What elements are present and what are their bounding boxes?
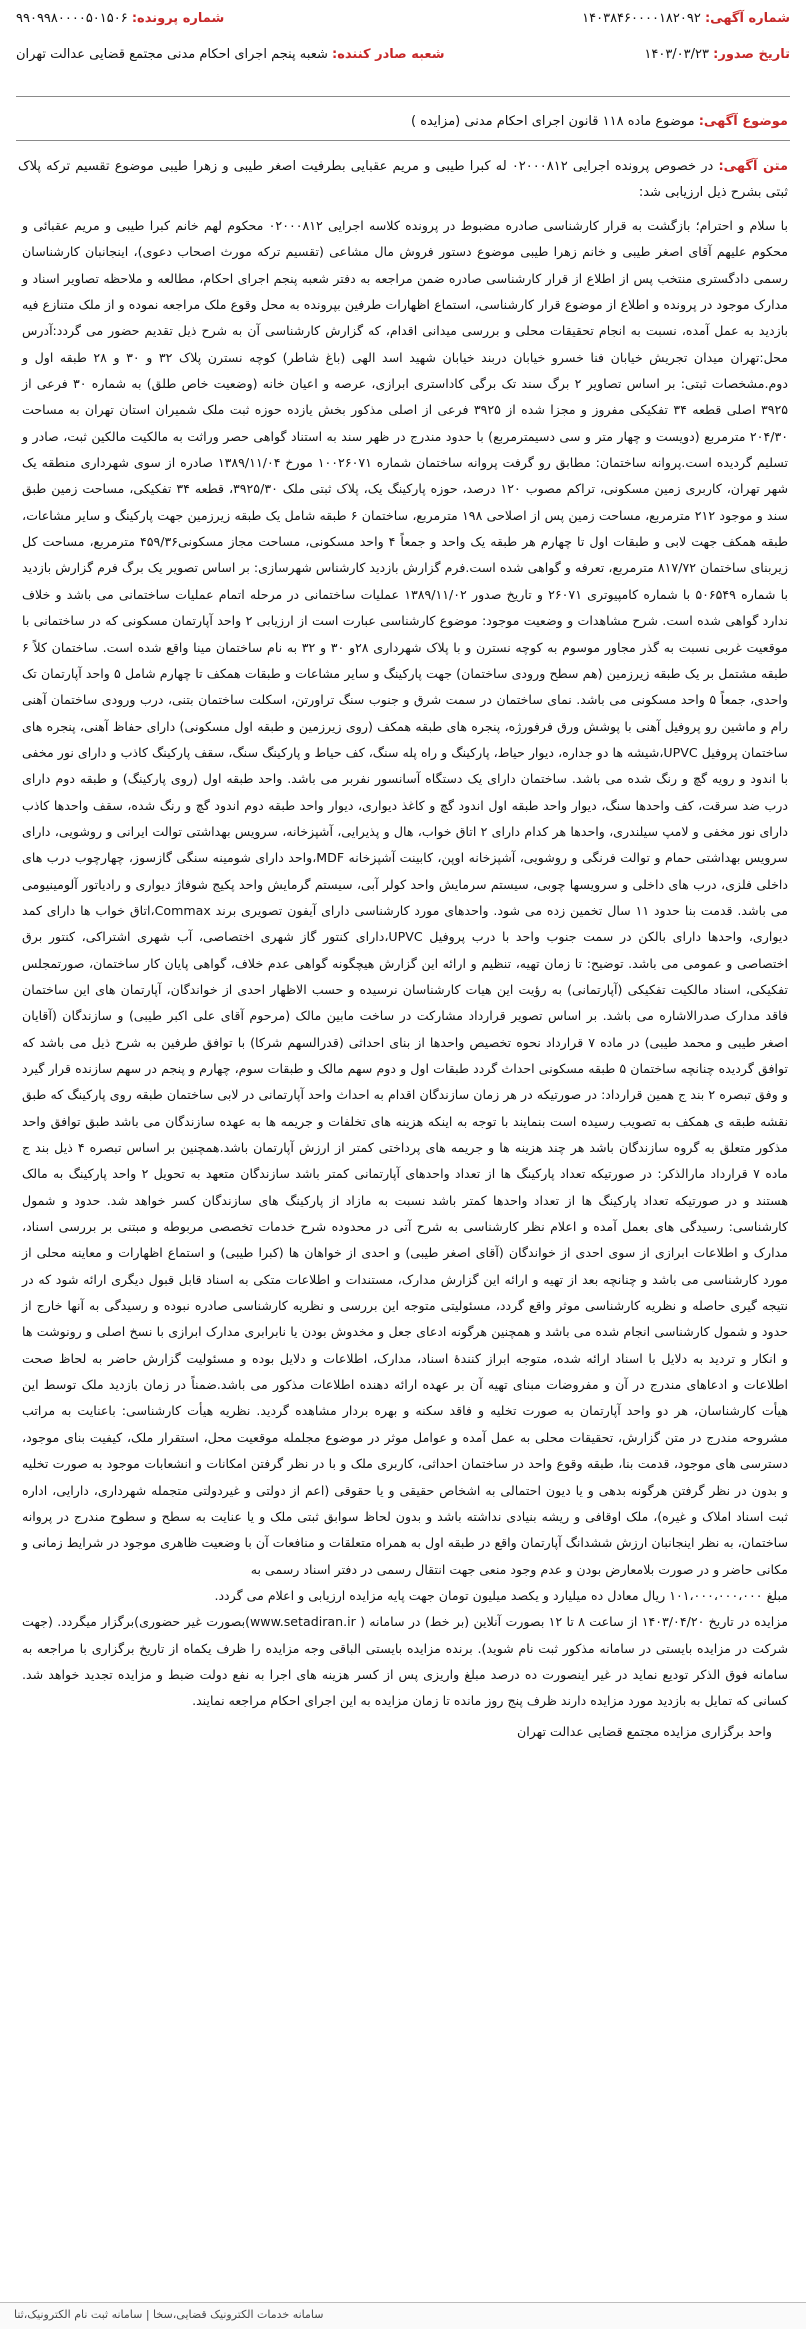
subject-divider: [16, 140, 790, 141]
report-paragraph: با سلام و احترام؛ بازگشت به قرار کارشناسی صادره مضبوط در پرونده کلاسه اجرایی ۰۲۰۰۰۸۱۲ محکوم لهم خانم کبرا طیبی و مریم عقبائی و محکوم علیهم آقای اصغر طیبی و خانم زهرا طیبی موضوع دستور فروش مال مشاعی (تقسیم ترکه مورث اصحاب دعوی)، اینجانبان کارشناسان رسمی دادگستری منتخب پس از اطلاع از قرار کارشناسی صادره ضمن مراجعه به دفتر شعبه پنجم اجرای احکام، مطالعه و ملاحظه تصاویر اسناد و مدارک موجود در پرونده و اطلاع از موضوع قرار کارشناسی، استماع اظهارات طرفین بپرونده به محل وقوع ملک مراجعه نموده و از ملک متنازع فیه بازدید به عمل آمده، نسبت به انجام تحقیقات محلی و بررسی میدانی اقدام، که گزارش کارشناسی آن به شرح ذیل تقدیم حضور می گردد:آدرس محل:تهران میدان تجریش خیابان فنا خسرو خیابان دربند خیابان شهید اسد الهی (باغ شاطر) کوچه نسترن پلاک ۳۲ و ۳۰ و ۲۸ طبقه اول و دوم.مشخصات ثبتی: بر اساس تصاویر ۲ برگ سند تک برگی کاداستری ابرازی، عرصه و اعیان خانه (وضعیت خاص طلق) به شماره ۳۰ فرعی از ۳۹۲۵ اصلی قطعه ۳۴ تفکیکی مفروز و مجزا شده از ۳۹۲۵ فرعی از اصلی مذکور بخش یازده حوزه ثبت ملک شمیران استان تهران به مساحت ۲۰۴/۳۰ مترمربع (دویست و چهار متر و سی دسیمترمربع) با حدود مندرج در ظهر سند به استناد گواهی حصر وراثت به مالکیت مالکین ثبت، صادر و تسلیم گردیده است.پروانه ساختمان: مطابق رو گرفت پروانه ساختمان شماره ۱۰۰۲۶۰۷۱ مورخ ۱۳۸۹/۱۱/۰۴ صادره از سوی شهرداری منطقه یک شهر تهران، کاربری زمین مسکونی، تراکم مصوب ۱۲۰ درصد، حوزه پارکینگ یک، پلاک ثبتی ملک ۳۹۲۵/۳۰، قطعه ۳۴ تفکیکی، مساحت زمین طبق سند و موجود ۲۱۲ مترمربع، مساحت زمین پس از اصلاحی ۱۹۸ مترمربع، ساختمان ۶ طبقه شامل یک طبقه زیرزمین جهت پارکینگ و سایر مشاعات، طبقه همکف جهت لابی و طبقات اول تا چهارم هر طبقه یک واحد و جمعاً ۴ واحد مسکونی، مساحت مجاز مسکونی۴۵۹/۳۶ مترمربع، مساحت کل زیربنای ساختمان ۸۱۷/۷۲ مترمربع، تعرفه و گواهی شده است.فرم گزارش بازدید کارشناس شهرسازی: بر اساس تصویر یک برگ فرم گزارش بازدید با شماره ۵۰۶۵۴۹ با شماره کامپیوتری ۲۶۰۷۱ و تاریخ صدور ۱۳۸۹/۱۱/۰۲ عملیات ساختمانی در مرحله اتمام عملیات ساختمانی می باشد و خلاف ندارد گواهی شده است. شرح مشاهدات و وضعیت موجود: موضوع کارشناسی عبارت است از ارزیابی ۲ واحد آپارتمان مسکونی که در ساختمانی با موقعیت غربی نسبت به گذر مجاور موسوم به کوچه نسترن و با پلاک شهرداری ۲۸و ۳۰ و ۳۲ به نام ساختمان مینا واقع شده است. ساختمان کلاً ۶ طبقه مشتمل بر یک طبقه زیرزمین (هم سطح ورودی ساختمان) جهت پارکینگ و سایر مشاعات و طبقات همکف تا چهارم شامل ۵ واحد آپارتمان تک واحدی، جمعاً ۵ واحد مسکونی می باشد. نمای ساختمان در سمت شرق و جنوب سنگ تراورتن، اسکلت ساختمان بتنی، درب ورودی ساختمان آهنی رام و ماشین رو پروفیل آهنی با پوشش ورق فرفورژه، پنجره های طبقه همکف (روی زیرزمین و طبقه اول مسکونی) دارای حفاظ آهنی، پنجره های ساختمان پروفیل UPVC،شیشه ها دو جداره، دیوار حیاط، پارکینگ و راه پله سنگ، کف حیاط و پارکینگ سنگ، سقف پارکینگ کاذب و دارای نور مخفی با اندود و رویه گچ و رنگ شده می باشد. ساختمان دارای یک دستگاه آسانسور نفربر می باشد. واحد طبقه اول (روی پارکینگ) و طبقه دوم دارای درب ضد سرقت، کف واحدها سنگ، دیوار واحد طبقه اول اندود گچ و کاغذ دیواری، دیوار واحد طبقه دوم اندود گچ و رنگ شده، سقف واحدها کاذب دارای نور مخفی و لامپ سیلندری، واحدها هر کدام دارای ۲ اتاق خواب، هال و پذیرایی، آشپزخانه، سرویس بهداشتی توالت ایرانی و روشویی، دارای سرویس بهداشتی حمام و توالت فرنگی و روشویی، آشپزخانه اوپن، کابینت آشپزخانه MDF،واحد دارای شومینه سنگی گازسوز، چهارچوب درب های داخلی فلزی، درب های داخلی و سرویسها چوبی، سیستم سرمایش واحد کولر آبی، سیستم گرمایش واحد پکیج شوفاژ دیواری و رادیاتور آلومینیومی می باشد. قدمت بنا حدود ۱۱ سال تخمین زده می شود. واحدهای مورد کارشناسی دارای آیفون تصویری برند Commax،اتاق خواب ها دارای کمد دیواری، واحدها دارای بالکن در سمت جنوب واحد با درب پروفیل UPVC،دارای کنتور گاز شهری اختصاصی، آب شهری اشتراکی، کنتور برق اختصاصی و عمومی می باشد. توضیح: تا زمان تهیه، تنظیم و ارائه این گزارش هیچگونه گواهی عدم خلاف، گواهی پایان کار ساختمان، صورتمجلس تفکیکی، اسناد مالکیت تفکیکی (آپارتمانی) به رؤیت این هیات کارشناسان نرسیده و حسب الاظهار احدی از خواندگان، آپارتمان های این ساختمان فاقد مدارک صدرالاشاره می باشد. بر اساس تصویر قرارداد مشارکت در ساخت مابین مالک (مرحوم آقای علی اکبر طیبی) و سازندگان (آقایان اصغر طیبی و محمد طیبی) در ماده ۷ قرارداد نحوه تخصیص واحدها از بنای احداثی (قدرالسهم شرکا) با توافق طرفین به شرح ذیل می باشد که توافق گردیده چنانچه ساختمان ۵ طبقه مسکونی احداث گردد طبقات اول و دوم سهم مالک و طبقات سوم، چهارم و پنجم در سهم سازنده قرار گیرد و وفق تبصره ۲ بند ج همین قرارداد: در صورتیکه در هر زمان سازندگان اقدام به احداث واحد آپارتمانی در لابی ساختمان طبقه روی پارکینگ که طبق نقشه طبقه ی همکف به تصویب رسیده است بنمایند با توجه به اینکه هزینه های تخلفات و جریمه ها به عهده سازندگان می باشد طبق توافق واحد مذکور متعلق به گروه سازندگان باشد هر چند هزینه ها و جریمه های پرداختی کمتر از ارزش آپارتمان باشد.همچنین بر اساس تبصره ۴ ذیل بند ج ماده ۷ قرارداد مارالذکر: در صورتیکه تعداد پارکینگ ها از تعداد واحدهای آپارتمانی کمتر باشد سازندگان متعهد به تحویل ۲ واحد پارکینگ به مالک هستند و در صورتیکه تعداد پارکینگ ها از تعداد واحدها کمتر باشد نسبت به مازاد از پارکینگ های سازندگان کسر خواهد شد. حدود و شمول کارشناسی: رسیدگی های بعمل آمده و اعلام نظر کارشناسی به شرح آتی در محدوده شرح خدمات تخصصی مربوطه و مبتنی بر بررسی اسناد، مدارک و اطلاعات ابرازی از سوی احدی از خواندگان (آقای اصغر طیبی) و احدی از خواهان ها (کبرا طیبی) و استماع اظهارات و معاینه محلی از مورد کارشناسی می باشد و چنانچه بعد از تهیه و ارائه این گزارش مدارک، مستندات و اطلاعات متکی به اسناد قابل قبول دیگری ارائه شود که در نتیجه گیری حاصله و نظریه کارشناسی موثر واقع گردد، مسئولیتی متوجه این بررسی و نظریه کارشناسی صادره نبوده و رسیدگی به آنها خارج از حدود و شمول کارشناسی انجام شده می باشد و همچنین هرگونه ادعای جعل و مخدوش بودن یا نابرابری مدارک ابرازی با نسخ اصلی و رونوشت ها و انکار و تردید به دلایل با اسناد ارائه شده، متوجه ابراز کنندۀ اسناد، مدارک، اطلاعات و دلایل بوده و مسئولیت گزارش حاضر به لحاظ صحت اطلاعات و ادعاهای مندرج در آن و مفروضات مبنای تهیه آن بر عهده ارائه دهنده اطلاعات مذکور می باشد.ضمناً در زمان بازدید ملک توسط این هیأت کارشناسان، هر دو واحد آپارتمان به صورت تخلیه و فاقد سکنه و بهره بردار مشاهده گردید. نظریه هیأت کارشناسی: باعنایت به مراتب مشروحه مندرج در متن گزارش، تحقیقات محلی به عمل آمده و عوامل موثر در موضوع مجلمله موقعیت محل، استقرار ملک، کیفیت بنای موجود، دسترسی های موجود، قدمت بنا، طبقه وقوع واحد در ساختمان احداثی، کاربری ملک و با در نظر گرفتن امکانات و انشعابات موجود به صورت تخلیه و بدون در نظر گرفتن هرگونه بدهی و یا دیون احتمالی به اشخاص حقیقی و یا حقوقی (اعم از دولتی و غیردولتی متجمله شهرداری، دارایی، اداره ثبت اسناد املاک و غیره)، ملک اوقافی و ریشه بنیادی نداشته باشد و بدون لحاظ سوابق ثبتی ملک و یا عنایت به سطح و سطوح مندرج در پروانه ساختمان، به نظر اینجانبان ارزش ششدانگ آپارتمان واقع در طبقه اول به همراه متعلقات و منافعات آن با وضعیت ظاهری موجود در شرایط زمانی و مکانی حاضر و در صورت بلامعارض بودن و عدم وجود منعی جهت انتقال رسمی در دفتر اسناد رسمی به: [22, 218, 789, 1577]
issuer-label: شعبه صادر کننده:: [332, 47, 445, 62]
footer-bar: [0, 2302, 806, 2329]
subject-row: [18, 112, 788, 132]
header-divider: [16, 96, 790, 97]
base-price-sentence: مبلغ ۱۰۱،۰۰۰،۰۰۰،۰۰۰ ریال معادل ده میلیارد و یکصد میلیون تومان جهت پایه مزایده ارزیابی و اعلام می گردد.: [214, 1587, 788, 1603]
ad-text-label: متن آگهی:: [718, 159, 789, 174]
case-number-value: ۹۹۰۹۹۸۰۰۰۰۵۰۱۵۰۶: [16, 11, 128, 26]
ad-number-label: شماره آگهی:: [704, 11, 790, 26]
ad-text-intro: در خصوص پرونده اجرایی ۰۲۰۰۰۸۱۲ له کبرا طیبی و مریم عقبایی بطرفیت اصغر طیبی و زهرا طیبی موضوع تقسیم ترکه پلاک ثبتی بشرح ذیل ارزیابی شد:: [18, 159, 788, 200]
report-body: [22, 213, 788, 1745]
case-number-label: شماره پرونده:: [131, 11, 225, 26]
subject-label: موضوع آگهی:: [698, 114, 788, 129]
ad-number-value: ۱۴۰۳۸۴۶۰۰۰۰۱۸۲۰۹۲: [582, 11, 701, 26]
ad-text-intro-row: [18, 154, 788, 206]
subject-text: موضوع ماده ۱۱۸ قانون اجرای احکام مدنی (مزایده ): [410, 114, 695, 129]
issuer-value: شعبه پنجم اجرای احکام مدنی مجتمع قضایی عدالت تهران: [16, 47, 328, 62]
case-number: [16, 8, 224, 30]
notice-header: [16, 6, 790, 92]
ad-number: [582, 8, 790, 30]
issue-date-label: تاریخ صدور:: [713, 47, 790, 62]
footer-text: سامانه خدمات الکترونیک قضایی،سخا | سامانه ثبت نام الکترونیک،ثنا: [14, 2308, 324, 2321]
issue-date: [644, 44, 790, 66]
signature: واحد برگزاری مزایده مجتمع قضایی عدالت تهران: [516, 1723, 772, 1739]
issue-date-value: ۱۴۰۳/۰۳/۲۳: [644, 47, 709, 62]
auction-details: مزایده در تاریخ ۱۴۰۳/۰۴/۲۰ از ساعت ۸ تا ۱۲ بصورت آنلاین (بر خط) در سامانه ( www.setadiran.ir)بصورت غیر حضوری)برگزار میگردد. (جهت شرکت در مزایده بایستی در سامانه مذکور ثبت نام شوید). برنده مزایده بایستی الباقی وجه مزایده را ظرف یکماه از تاریخ برگزاری با مراجعه به سامانه فوق الذکر تودیع نماید در غیر اینصورت ده درصد مبلغ واریزی پس از کسر هزینه های اجرا به نفع دولت ضبط و مزایده تجدید خواهد شد. کسانی که تمایل به بازدید مورد مزایده دارند ظرف پنج روز مانده تا زمان مزایده به این اجرای احکام مراجعه نمایند.: [22, 1614, 788, 1709]
issuer: [16, 44, 445, 66]
